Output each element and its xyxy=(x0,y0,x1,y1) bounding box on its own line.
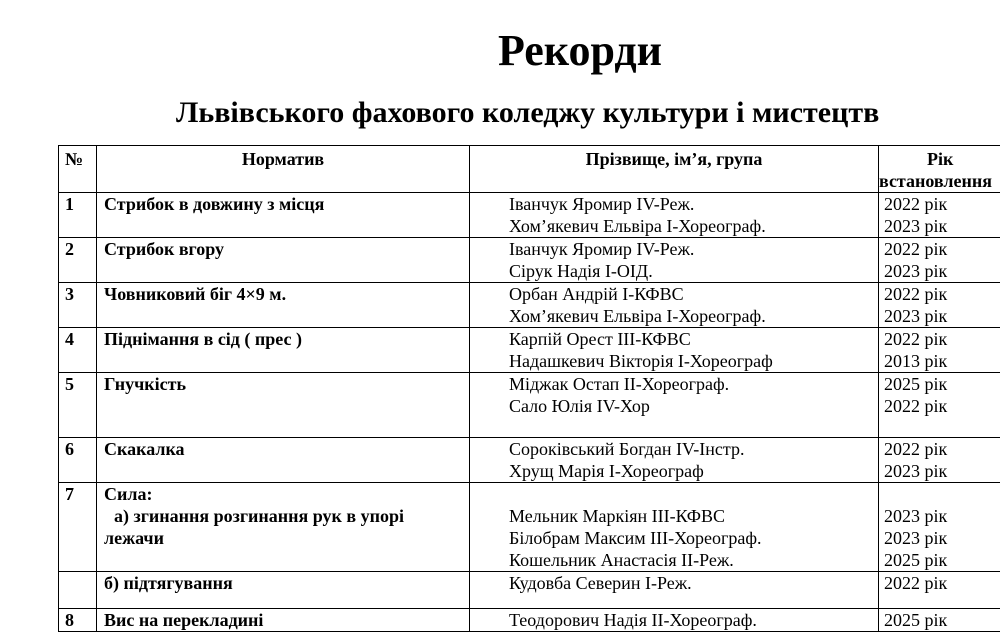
table-row xyxy=(59,483,1000,572)
record-holder: Карпій Орест ІІІ-КФВС xyxy=(509,328,874,350)
header-year-line2: встановлення xyxy=(879,170,1000,192)
record-holder: Іванчук Яромир IV-Реж. xyxy=(509,238,874,260)
row-names xyxy=(470,438,879,483)
record-year: 2025 рік xyxy=(884,549,1000,571)
record-year: 2023 рік xyxy=(884,260,1000,282)
record-year: 2022 рік xyxy=(884,193,1000,215)
record-year: 2022 рік xyxy=(884,328,1000,350)
record-holder: Сороківський Богдан IV-Інстр. xyxy=(509,438,874,460)
row-standard: Човниковий біг 4×9 м. xyxy=(97,283,470,328)
row-years xyxy=(879,238,1000,283)
header-year-line1: Рік xyxy=(927,148,1000,170)
record-holder: Білобрам Максим ІІІ-Хореограф. xyxy=(509,527,874,549)
row-number: 8 xyxy=(59,609,97,632)
table-row xyxy=(59,328,1000,373)
standard-line: а) згинання розгинання рук в упорі xyxy=(104,505,465,527)
row-standard xyxy=(97,572,470,609)
record-year: 2025 рік xyxy=(884,609,1000,631)
row-standard: Скакалка xyxy=(97,438,470,483)
row-number: 2 xyxy=(59,238,97,283)
row-years xyxy=(879,572,1000,609)
row-number: 4 xyxy=(59,328,97,373)
header-year xyxy=(879,146,1000,193)
record-holder: Сірук Надія І-ОІД. xyxy=(509,260,874,282)
row-names xyxy=(470,328,879,373)
table-row xyxy=(59,283,1000,328)
record-year: 2023 рік xyxy=(884,215,1000,237)
table-header-row xyxy=(59,146,1000,193)
row-years xyxy=(879,328,1000,373)
record-year: 2023 рік xyxy=(884,460,1000,482)
table-row xyxy=(59,572,1000,609)
row-number: 1 xyxy=(59,193,97,238)
row-names xyxy=(470,193,879,238)
row-names xyxy=(470,609,879,632)
record-holder: Хом’якевич Ельвіра І-Хореограф. xyxy=(509,215,874,237)
row-years xyxy=(879,283,1000,328)
standard-line: б) підтягування xyxy=(104,572,465,594)
record-year: 2013 рік xyxy=(884,350,1000,372)
record-holder: Мельник Маркіян ІІІ-КФВС xyxy=(509,505,874,527)
record-holder: Кудовба Северин І-Реж. xyxy=(509,572,874,594)
record-holder: Іванчук Яромир IV-Реж. xyxy=(509,193,874,215)
record-holder: Хрущ Марія І-Хореограф xyxy=(509,460,874,482)
row-standard: Стрибок вгору xyxy=(97,238,470,283)
record-year: 2023 рік xyxy=(884,505,1000,527)
header-number: № xyxy=(59,146,97,193)
record-holder: Хом’якевич Ельвіра І-Хореограф. xyxy=(509,305,874,327)
row-years xyxy=(879,483,1000,572)
row-years xyxy=(879,373,1000,438)
table-row xyxy=(59,373,1000,438)
standard-line: Сила: xyxy=(104,483,465,505)
row-standard: Піднімання в сід ( прес ) xyxy=(97,328,470,373)
record-holder: Міджак Остап ІІ-Хореограф. xyxy=(509,373,874,395)
records-table xyxy=(58,145,1000,632)
row-standard: Гнучкість xyxy=(97,373,470,438)
page-title: Рекорди xyxy=(0,26,1000,76)
row-names xyxy=(470,572,879,609)
row-standard xyxy=(97,483,470,572)
record-holder: Кошельник Анастасія ІІ-Реж. xyxy=(509,549,874,571)
row-names xyxy=(470,238,879,283)
table-row xyxy=(59,609,1000,632)
record-year: 2022 рік xyxy=(884,438,1000,460)
record-holder: Надашкевич Вікторія І-Хореограф xyxy=(509,350,874,372)
row-years xyxy=(879,193,1000,238)
row-standard: Стрибок в довжину з місця xyxy=(97,193,470,238)
standard-line: лежачи xyxy=(104,527,465,549)
row-years xyxy=(879,609,1000,632)
record-year: 2025 рік xyxy=(884,373,1000,395)
table-row xyxy=(59,238,1000,283)
record-year: 2022 рік xyxy=(884,572,1000,594)
row-number: 3 xyxy=(59,283,97,328)
record-year: 2023 рік xyxy=(884,305,1000,327)
record-year: 2022 рік xyxy=(884,395,1000,417)
record-holder: Теодорович Надія ІІ-Хореограф. xyxy=(509,609,874,631)
header-name-group: Прізвище, ім’я, група xyxy=(470,146,879,193)
row-standard: Вис на перекладині xyxy=(97,609,470,632)
row-number: 6 xyxy=(59,438,97,483)
record-holder: Орбан Андрій І-КФВС xyxy=(509,283,874,305)
row-number: 7 xyxy=(59,483,97,572)
row-names xyxy=(470,373,879,438)
record-year: 2022 рік xyxy=(884,238,1000,260)
record-year: 2023 рік xyxy=(884,527,1000,549)
row-names xyxy=(470,483,879,572)
row-number xyxy=(59,572,97,609)
table-row xyxy=(59,438,1000,483)
table-row xyxy=(59,193,1000,238)
row-years xyxy=(879,438,1000,483)
row-number: 5 xyxy=(59,373,97,438)
row-names xyxy=(470,283,879,328)
record-year: 2022 рік xyxy=(884,283,1000,305)
header-standard: Норматив xyxy=(97,146,470,193)
record-holder: Сало Юлія IV-Хор xyxy=(509,395,874,417)
page-subtitle: Львівського фахового коледжу культури і мистецтв xyxy=(176,95,879,131)
